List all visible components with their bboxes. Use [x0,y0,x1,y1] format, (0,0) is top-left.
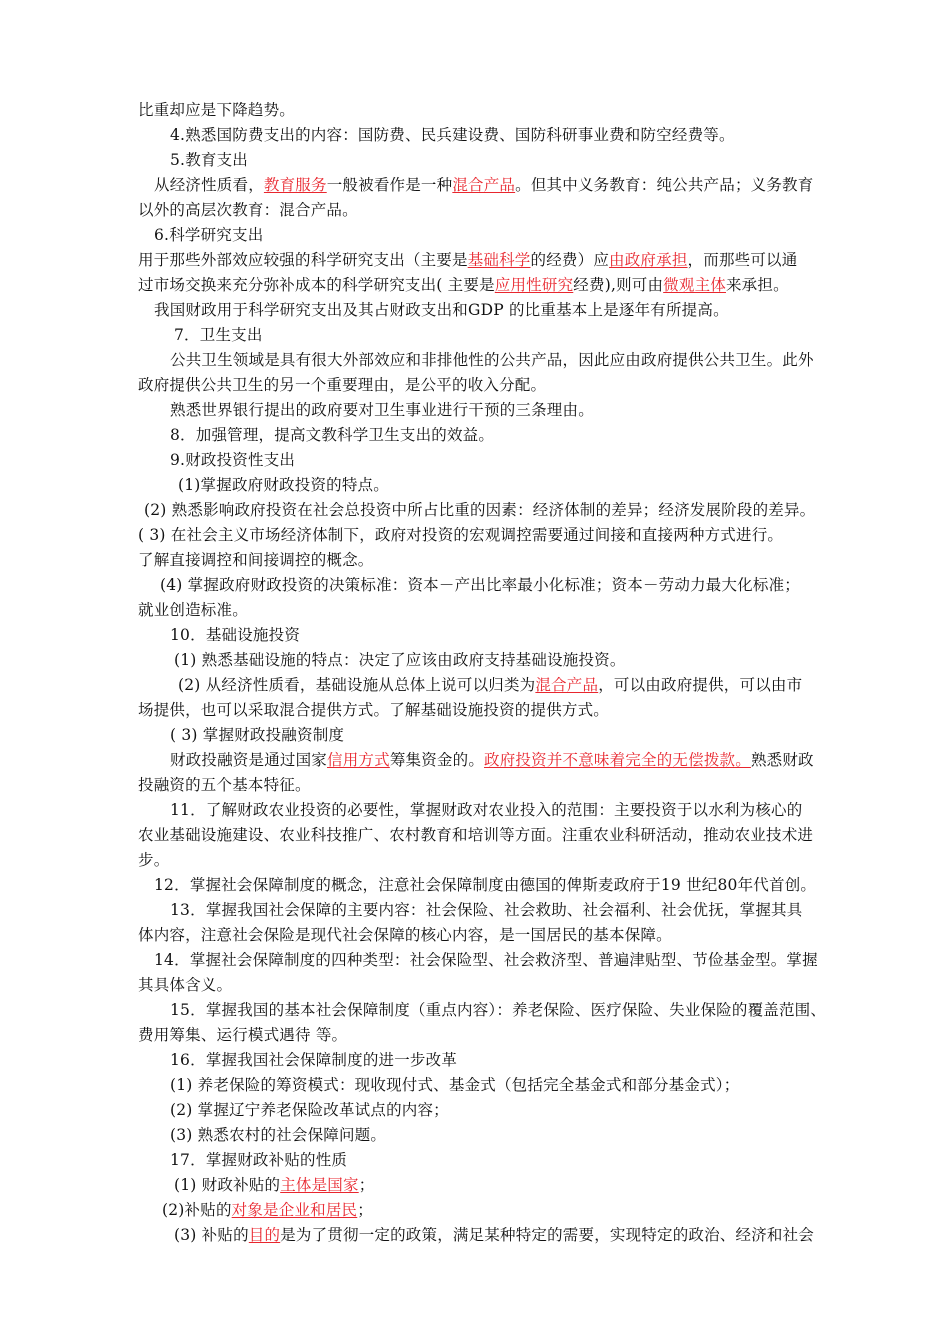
highlight-text: 对象是企业和居民 [231,1201,358,1219]
text: 过市场交换来充分弥补成本的科学研究支出( 主要是 [138,276,495,294]
text: 来承担。 [725,276,789,294]
text: 用于那些外部效应较强的科学研究支出（主要是 [138,251,468,269]
text: 从经济性质看， [154,176,264,194]
text: (3) 补贴的 [174,1226,249,1244]
text-line [162,1198,373,1222]
text-line [174,1173,374,1197]
text-line [170,398,594,422]
text: 场提供，也可以采取混合提供方式。了解基础设施投资的提供方式。 [138,701,610,719]
text: (4) 掌握政府财政投资的决策标准：资本－产出比率最小化标准；资本－劳动力最大化标准； [160,576,800,594]
section-heading [154,223,263,247]
text: 6.科学研究支出 [154,226,264,244]
text-line [138,198,358,222]
text-line [138,773,311,797]
text-line [144,498,815,522]
text: 农业基础设施建设、农业科技推广、农村教育和培训等方面。注重农业科研活动，推动农业技术进 [138,826,814,844]
text: 就业创造标准。 [138,601,248,619]
text: 我国财政用于科学研究支出及其占财政支出和GDP 的比重基本上是逐年有所提高。 [154,301,729,319]
text: 10．基础设施投资 [170,626,301,644]
text-line [170,423,494,447]
text: 步。 [138,851,170,869]
highlight-text: 政府投资并不意味着完全的无偿拨款。 [484,751,751,769]
highlight-text: 主体是国家 [280,1176,359,1194]
text: (2)补贴的 [162,1201,232,1219]
text: 政府提供公共卫生的另一个重要理由，是公平的收入分配。 [138,376,547,394]
text: 体内容，注意社会保险是现代社会保障的核心内容，是一国居民的基本保障。 [138,926,672,944]
text-line [170,1098,449,1122]
text-line [170,798,802,822]
text: 一般被看作是一种 [326,176,453,194]
text-line [138,598,248,622]
text: 15．掌握我国的基本社会保障制度（重点内容）：养老保险、医疗保险、失业保险的覆盖范围、 [170,1001,827,1019]
text: 投融资的五个基本特征。 [138,776,311,794]
text: (1) 财政补贴的 [174,1176,281,1194]
text: (2) 从经济性质看，基础设施从总体上说可以归类为 [178,676,536,694]
text-line [138,923,672,947]
text: (2) 熟悉影响政府投资在社会总投资中所占比重的因素：经济体制的差异；经济发展阶段的差异。 [144,501,816,519]
highlight-text: 微观主体 [663,276,726,294]
text: ( 3) 掌握财政投融资制度 [170,726,345,744]
highlight-text: 应用性研究 [494,276,574,294]
text-line [160,573,800,597]
text: 9.财政投资性支出 [170,451,296,469]
text: ，而那些可以通 [687,251,798,269]
text: 是为了贯彻一定的政策，满足某种特定的需要，实现特定的政治、经济和社会 [280,1226,815,1244]
section-heading [170,448,295,472]
text: 7．卫生支出 [174,326,263,344]
text: 熟悉世界银行提出的政府要对卫生事业进行干预的三条理由。 [170,401,594,419]
text-line [170,123,735,147]
text: (2) 掌握辽宁养老保险改革试点的内容； [170,1101,449,1119]
text: 以外的高层次教育：混合产品。 [138,201,358,219]
text: 财政投融资是通过国家 [170,751,328,769]
text: ，可以由政府提供，可以由市 [598,676,803,694]
highlight-text: 教育服务 [263,176,327,194]
text-line [138,973,232,997]
text-line [170,1073,739,1097]
text: 筹集资金的。 [389,751,485,769]
text-line [154,948,818,972]
section-heading [170,1048,457,1072]
text-line [138,698,609,722]
text-line [170,998,826,1022]
text-line [174,648,626,672]
text: 熟悉财政 [750,751,814,769]
text: 12．掌握社会保障制度的概念，注意社会保障制度由德国的俾斯麦政府于19 世纪80年代首创。 [154,876,817,894]
text: 公共卫生领域是具有很大外部效应和非排他性的公共产品，因此应由政府提供公共卫生。此外 [170,351,814,369]
text-line [138,848,169,872]
text: 费用筹集、运行模式遇待 等。 [138,1026,348,1044]
highlight-text: 目的 [248,1226,281,1244]
highlight-text: 基础科学 [467,251,531,269]
text: (1)掌握政府财政投资的特点。 [178,476,389,494]
text-line [178,673,802,697]
text-line [138,373,546,397]
text-line [138,273,789,297]
text-line [170,723,344,747]
text-line [138,1023,347,1047]
text-line [138,548,374,572]
section-heading [170,623,300,647]
text: 。但其中义务教育：纯公共产品；义务教育 [515,176,814,194]
text-line [170,1123,386,1147]
text-line [170,898,802,922]
text-line [138,98,295,122]
section-heading [174,323,263,347]
text-line [178,473,389,497]
text: 其具体含义。 [138,976,233,994]
text-line [170,748,814,772]
text: 5.教育支出 [170,151,248,169]
text: (1) 养老保险的筹资模式：现收现付式、基金式（包括完全基金式和部分基金式）； [170,1076,740,1094]
text-line [138,248,797,272]
text-line [138,823,813,847]
text-line [138,523,783,547]
text: (1) 熟悉基础设施的特点：决定了应该由政府支持基础设施投资。 [174,651,626,669]
text: 比重却应是下降趋势。 [138,101,296,119]
text: 8．加强管理，提高文教科学卫生支出的效益。 [170,426,495,444]
highlight-text: 信用方式 [327,751,390,769]
text: 14．掌握社会保障制度的四种类型：社会保险型、社会救济型、普遍津贴型、节俭基金型。掌握 [154,951,818,969]
text: 13．掌握我国社会保障的主要内容：社会保险、社会救助、社会福利、社会优抚，掌握其具 [170,901,803,919]
text-line [154,873,816,897]
text: (3) 熟悉农村的社会保障问题。 [170,1126,387,1144]
text: 16．掌握我国社会保障制度的进一步改革 [170,1051,458,1069]
highlight-text: 由政府承担 [609,251,688,269]
highlight-text: 混合产品 [452,176,516,194]
text-line [154,173,813,197]
text: ( 3) 在社会主义市场经济体制下，政府对投资的宏观调控需要通过间接和直接两种方式进行。 [138,526,784,544]
highlight-text: 混合产品 [535,676,599,694]
text: 经费),则可由 [573,276,664,294]
text-line [170,348,814,372]
section-heading [170,1148,347,1172]
text: ； [358,1176,375,1194]
text: 4.熟悉国防费支出的内容：国防费、民兵建设费、国防科研事业费和防空经费等。 [170,126,735,144]
text: 17．掌握财政补贴的性质 [170,1151,348,1169]
section-heading [170,148,248,172]
text: 11．了解财政农业投资的必要性，掌握财政对农业投入的范围：主要投资于以水利为核心的 [170,801,803,819]
text: ； [357,1201,373,1219]
text: 的经费）应 [530,251,610,269]
text-line [154,298,729,322]
text-line [174,1223,814,1247]
text: 了解直接调控和间接调控的概念。 [138,551,374,569]
